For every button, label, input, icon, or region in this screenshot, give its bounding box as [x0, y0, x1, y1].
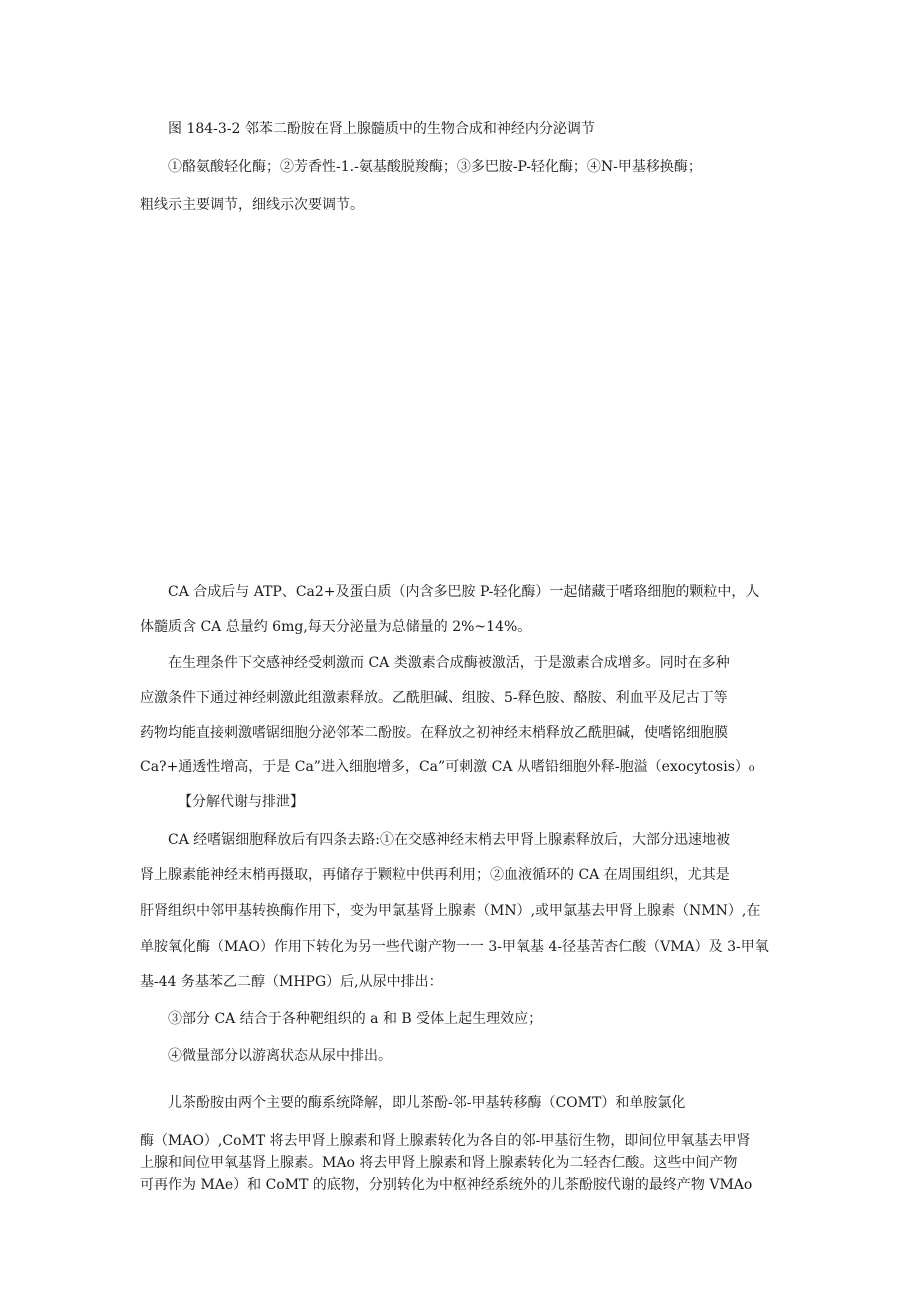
paragraph-2-line-4: Ca?+通透性增高，于是 Ca”进入细胞增多，Ca”可刺激 CA 从嗜铅细胞外释-胞溢（exocytosis）₀ [140, 759, 755, 775]
paragraph-1-line-1: CA 合成后与 ATP、Ca2+及蛋白质（内含多巴胺 P-轻化酶）一起储藏于嗜珞细胞的颗粒中，人 [168, 584, 760, 600]
paragraph-7-line-2: 上腺和间位甲氧基肾上腺素。MAo 将去甲肾上腺素和肾上腺素转化为二轻杏仁酸。这些中间产物 [140, 1155, 738, 1171]
figure-legend-enzymes: ①酪氨酸轻化酶；②芳香性-1.-氨基酸脱羧酶；③多巴胺-P-轻化酶；④N-甲基移换酶； [168, 159, 702, 175]
paragraph-1-line-2: 体髓质含 CA 总量约 6mg,每天分泌量为总储量的 2%~14%。 [140, 619, 532, 635]
paragraph-3-line-1: CA 经嗜锯细胞释放后有四条去路:①在交感神经末梢去甲肾上腺素释放后，大部分迅速地被 [168, 832, 730, 848]
paragraph-2-line-1: 在生理条件下交感神经受刺激而 CA 类激素合成酶被激活，于是激素合成增多。同时在多种 [168, 655, 730, 671]
paragraph-2-line-2: 应激条件下通过神经刺激此组激素释放。乙酰胆碱、组胺、5-释色胺、酪胺、利血平及尼古丁等 [140, 690, 728, 706]
paragraph-5: ④微量部分以游离状态从尿中排出。 [168, 1048, 392, 1064]
paragraph-6-line-1: 儿茶酚胺由两个主要的酶系统降解，即儿茶酚-邻-甲基转移酶（COMT）和单胺氯化 [168, 1095, 686, 1111]
paragraph-2-line-3: 药物均能直接刺激嗜锯细胞分泌邻苯二酚胺。在释放之初神经末梢释放乙酰胆碱，使嗜铭细胞膜 [140, 725, 728, 741]
section-title: 【分解代谢与排泄】 [178, 794, 304, 810]
paragraph-7-line-1: 酶（MAO）,CoMT 将去甲肾上腺素和肾上腺素转化为各自的邻-甲基衍生物，即间位甲氧基去甲肾 [140, 1133, 751, 1149]
paragraph-7-line-3: 可再作为 MAe）和 CoMT 的底物，分别转化为中枢神经系统外的儿茶酚胺代谢的最终产物 VMAo [140, 1177, 753, 1193]
figure-caption: 图 184-3-2 邻苯二酚胺在肾上腺髓质中的生物合成和神经内分泌调节 [168, 121, 595, 137]
paragraph-4: ③部分 CA 结合于各种靶组织的 a 和 B 受体上起生理效应； [168, 1011, 543, 1027]
figure-legend-note: 粗线示主要调节，细线示次要调节。 [140, 197, 364, 213]
paragraph-3-line-3: 肝肾组织中邻甲基转换酶作用下，变为甲氯基肾上腺素（MN）,或甲氯基去甲肾上腺素（NMN）,在 [140, 903, 761, 919]
paragraph-3-line-4: 单胺氧化酶（MAO）作用下转化为另一些代谢产物一一 3-甲氧基 4-径基苦杏仁酸（VMA）及 3-甲氧 [140, 939, 769, 955]
paragraph-3-line-2: 肾上腺素能神经末梢再摄取，再储存于颗粒中供再利用；②血液循环的 CA 在周围组织，尤其是 [140, 867, 730, 883]
paragraph-3-line-5: 基-44 务基苯乙二醇（MHPG）后,从尿中排出： [140, 974, 443, 990]
